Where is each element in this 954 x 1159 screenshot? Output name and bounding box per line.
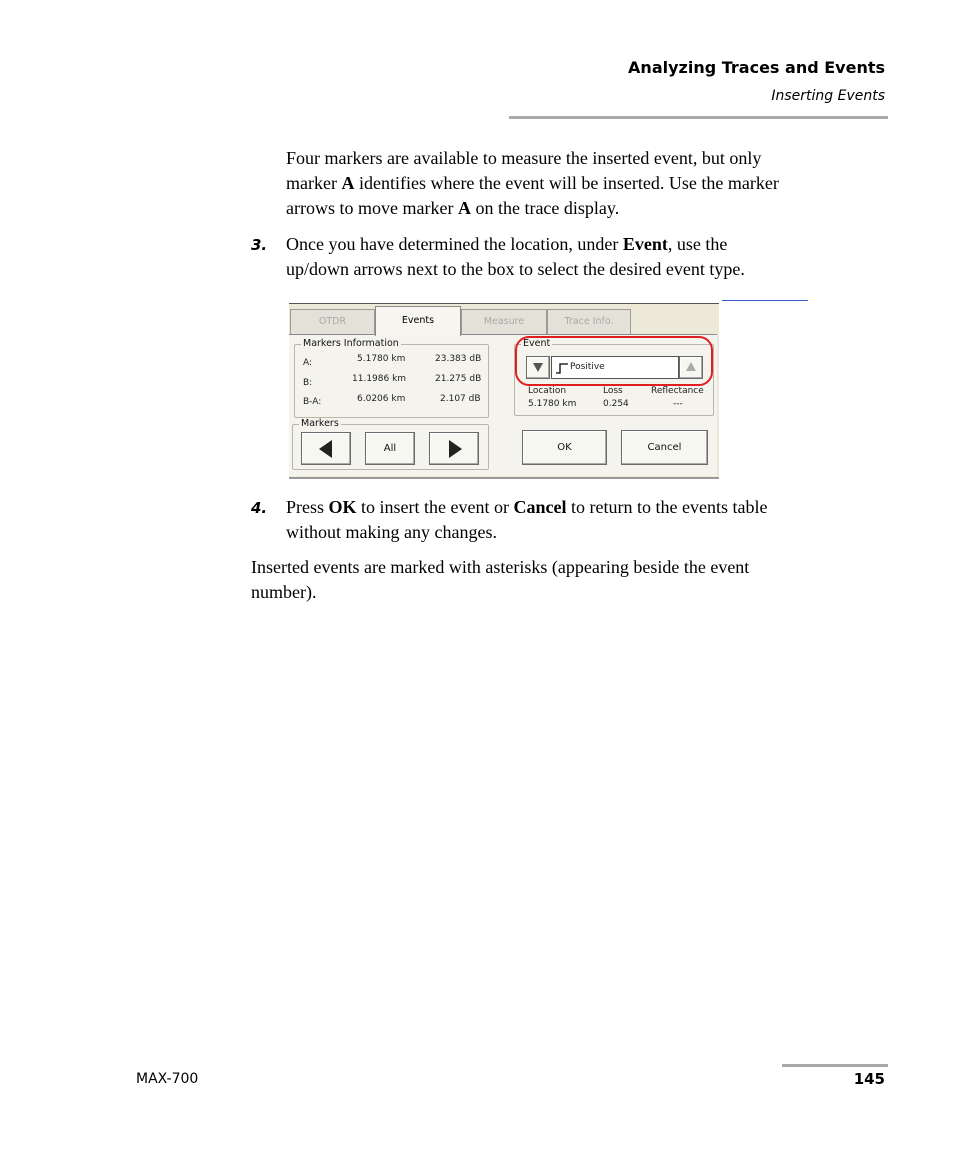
arrow-left-icon [319, 440, 332, 458]
marker-b-distance: 11.1986 km [352, 374, 407, 384]
section-title: Analyzing Traces and Events [628, 58, 885, 77]
product-name: MAX-700 [136, 1071, 199, 1087]
intro-line-1: Four markers are available to measure the inserted event, but only [286, 148, 762, 168]
tab-otdr[interactable]: OTDR [290, 309, 375, 334]
markers-information-group [294, 338, 489, 418]
figure-top-accent [722, 300, 808, 301]
marker-left-button[interactable] [301, 432, 351, 465]
intro-paragraph [286, 146, 886, 221]
header-rule [509, 116, 888, 119]
marker-ba-name: B-A: [303, 397, 322, 407]
events-panel [289, 334, 717, 476]
step-4-text: Press OK to insert the event or Cancel to return to the events table without making any changes. [286, 497, 768, 542]
marker-a-value: 23.383 dB [435, 354, 482, 364]
arrow-right-icon [449, 440, 462, 458]
page-number: 145 [853, 1070, 885, 1088]
location-value: 5.1780 km [528, 399, 577, 409]
cancel-button[interactable]: Cancel [621, 430, 708, 465]
loss-label: Loss [603, 386, 623, 396]
step-3-number: 3. [251, 236, 268, 254]
intro-line-2: marker A identifies where the event will be inserted. Use the marker [286, 173, 779, 193]
marker-ba-distance: 6.0206 km [357, 394, 406, 404]
marker-all-button[interactable]: All [365, 432, 415, 465]
closing-paragraph: Inserted events are marked with asterisks (appearing beside the event number). [251, 557, 750, 602]
marker-right-button[interactable] [429, 432, 479, 465]
reflectance-value: --- [673, 399, 683, 409]
reflectance-label: Reflectance [651, 386, 704, 396]
marker-ba-value: 2.107 dB [440, 394, 481, 404]
location-label: Location [528, 386, 567, 396]
marker-b-name: B: [303, 378, 313, 388]
step-4-number: 4. [251, 499, 268, 517]
section-subtitle: Inserting Events [771, 88, 885, 104]
marker-a-distance: 5.1780 km [357, 354, 406, 364]
event-label: Event [523, 338, 551, 349]
marker-b-value: 21.275 dB [435, 374, 482, 384]
markers-group [292, 418, 489, 470]
loss-value: 0.254 [603, 399, 629, 409]
event-highlight-circle [515, 336, 713, 386]
marker-a-name: A: [303, 358, 313, 368]
figure-top-edge [433, 297, 809, 298]
tab-measure[interactable]: Measure [461, 309, 547, 334]
intro-line-3: arrows to move marker A on the trace display. [286, 198, 620, 218]
tab-events[interactable]: Events [375, 306, 461, 336]
step-3-text: Once you have determined the location, under Event, use the up/down arrows next to the box to select the desired event type. [286, 234, 745, 279]
tab-trace-info[interactable]: Trace Info. [547, 309, 631, 334]
ok-button[interactable]: OK [522, 430, 607, 465]
event-type-value: Positive [570, 362, 605, 372]
footer-rule [782, 1064, 888, 1067]
markers-information-label: Markers Information [303, 338, 399, 349]
insert-event-screenshot [289, 303, 719, 479]
markers-label: Markers [301, 418, 339, 429]
